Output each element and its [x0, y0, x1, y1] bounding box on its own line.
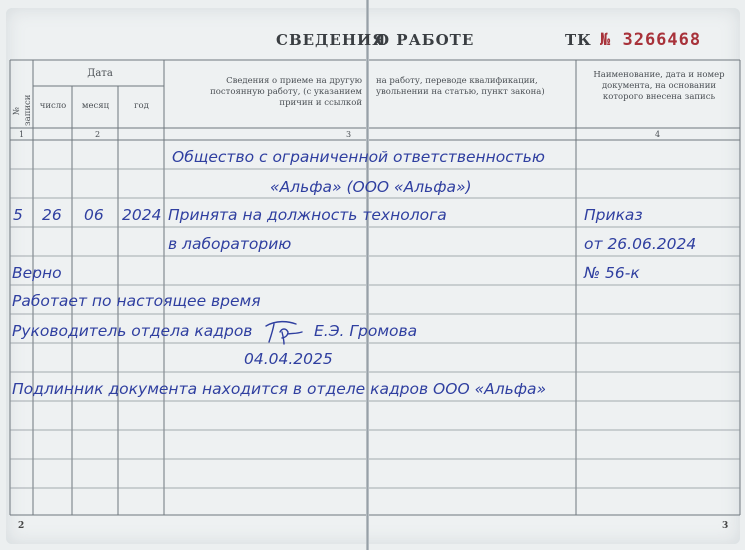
entry-month: 06 — [84, 206, 104, 224]
col-month-header: месяц — [81, 101, 110, 111]
signer-name: Е.Э. Громова — [314, 322, 418, 340]
employer-name-line1: Общество с ограниченной ответственностью — [172, 148, 545, 166]
header-title-right: О РАБОТЕ — [376, 31, 475, 49]
col-year-header: год — [134, 101, 149, 111]
page-number-right: 3 — [722, 521, 729, 531]
page-number-left: 2 — [18, 521, 25, 531]
employer-name-line2: «Альфа» (ООО «Альфа») — [270, 178, 472, 196]
entry-info-line2: в лабораторию — [168, 235, 292, 253]
col-info-header-left: Сведения о приеме на другую постоянную работу, (с указанием причин и ссылкой — [210, 76, 362, 108]
works-now-note: Работает по настоящее время — [12, 292, 261, 310]
book-spine — [366, 0, 369, 550]
col-doc-header: Наименование, дата и номер документа, на основании которого внесена запись — [593, 70, 725, 102]
header-number: № 3266468 — [600, 30, 702, 50]
signature-date: 04.04.2025 — [244, 350, 333, 368]
col-info-header-right: на работу, переводе квалификации, увольнении на статью, пункт закона) — [376, 76, 545, 97]
col-day-header: число — [39, 101, 67, 111]
entry-info-line1: Принята на должность технолога — [168, 206, 447, 224]
header-title-left: СВЕДЕНИЯ — [276, 31, 387, 49]
entry-year: 2024 — [122, 206, 162, 224]
original-location-note: Подлинник документа находится в отделе кадров ООО «Альфа» — [12, 380, 547, 398]
entry-day: 26 — [42, 206, 62, 224]
col-number-4: 4 — [655, 130, 661, 139]
doc-name: Приказ — [584, 206, 643, 224]
verified-mark: Верно — [12, 264, 62, 282]
doc-date: от 26.06.2024 — [584, 235, 697, 253]
col-number-2: 2 — [95, 130, 101, 139]
doc-number: № 56-к — [584, 264, 640, 282]
col-record-no-header: № записи — [12, 94, 33, 126]
signer-title: Руководитель отдела кадров — [12, 322, 253, 340]
record-number: 5 — [13, 206, 23, 224]
col-number-3: 3 — [346, 130, 352, 139]
col-number-1: 1 — [19, 130, 25, 139]
col-date-header: Дата — [87, 68, 113, 79]
header-series: ТК — [565, 31, 592, 49]
handwritten-signature — [262, 318, 306, 346]
